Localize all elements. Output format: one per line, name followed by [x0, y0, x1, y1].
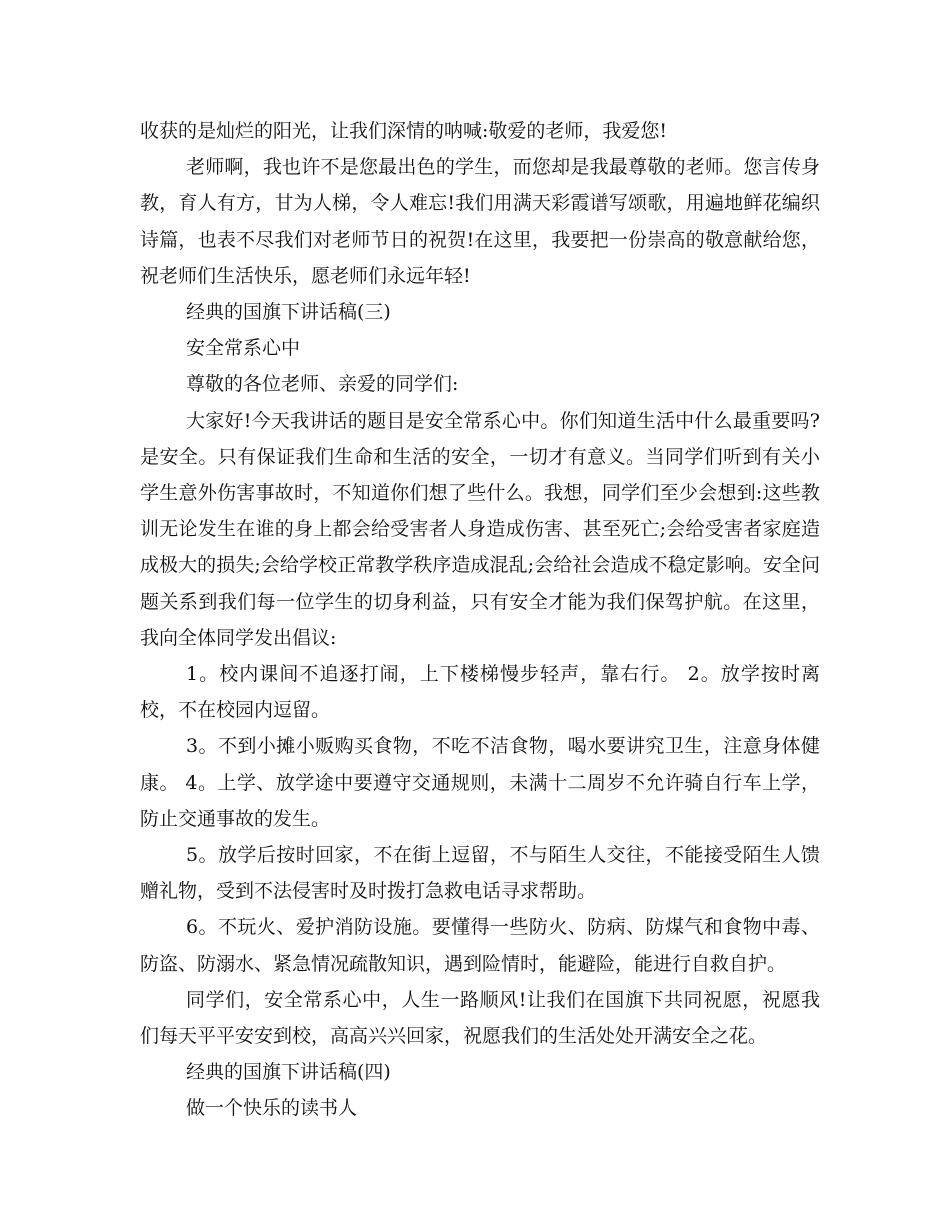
paragraph-safety-intro: 大家好!今天我讲话的题目是安全常系心中。你们知道生活中什么最重要吗?是安全。只有保证我们生命和生活的安全，一切才有意义。当同学们听到有关小学生意外伤害事故时，不知道你们想了些什么。我想，同学们至少会想到:这些教训无论发生在谁的身上都会给受害者人身造成伤害、甚至死亡;会给受害者家庭造成极大的损失;会给学校正常教学秩序造成混乱;会给社会造成不稳定影响。安全问题关系到我们每一位学生的切身利益，只有安全才能为我们保驾护航。在这里，我向全体同学发出倡议: — [140, 409, 820, 649]
salutation: 尊敬的各位老师、亲爱的同学们: — [186, 373, 459, 396]
speech-title-reader: 做一个快乐的读书人 — [186, 1097, 358, 1120]
paragraph-rules-1-2: 1。校内课间不追逐打闹，上下楼梯慢步轻声，靠右行。 2。放学按时离校，不在校园内逗留。 — [140, 663, 820, 722]
paragraph-teacher-tribute: 老师啊，我也许不是您最出色的学生，而您却是我最尊敬的老师。您言传身教，育人有方，甘为人梯，令人难忘!我们用满天彩霞谱写颂歌，用遍地鲜花编织诗篇，也表不尽我们对老师节日的祝贺!在这里，我要把一份崇高的敬意献给您，祝老师们生活快乐，愿老师们永远年轻! — [140, 156, 820, 287]
document-body — [140, 113, 820, 1127]
paragraph-rule-6: 6。不玩火、爱护消防设施。要懂得一些防火、防病、防煤气和食物中毒、防盗、防溺水、紧急情况疏散知识，遇到险情时，能避险，能进行自救自护。 — [140, 916, 820, 975]
speech-title-safety: 安全常系心中 — [186, 337, 301, 360]
section-heading-three: 经典的国旗下讲话稿(三) — [186, 301, 391, 324]
section-heading-four: 经典的国旗下讲话稿(四) — [186, 1061, 391, 1084]
paragraph-rule-5: 5。放学后按时回家，不在街上逗留，不与陌生人交往，不能接受陌生人馈赠礼物，受到不法侵害时及时拨打急救电话寻求帮助。 — [140, 844, 820, 903]
paragraph-closing-wish: 同学们，安全常系心中，人生一路顺风!让我们在国旗下共同祝愿，祝愿我们每天平平安安到校，高高兴兴回家，祝愿我们的生活处处开满安全之花。 — [140, 988, 820, 1048]
paragraph-rules-3-4: 3。不到小摊小贩购买食物，不吃不洁食物，喝水要讲究卫生，注意身体健康。 4。上学、放学途中要遵守交通规则，未满十二周岁不允许骑自行车上学，防止交通事故的发生。 — [140, 735, 820, 830]
paragraph-intro-end: 收获的是灿烂的阳光，让我们深情的呐喊:敬爱的老师，我爱您! — [140, 120, 668, 142]
